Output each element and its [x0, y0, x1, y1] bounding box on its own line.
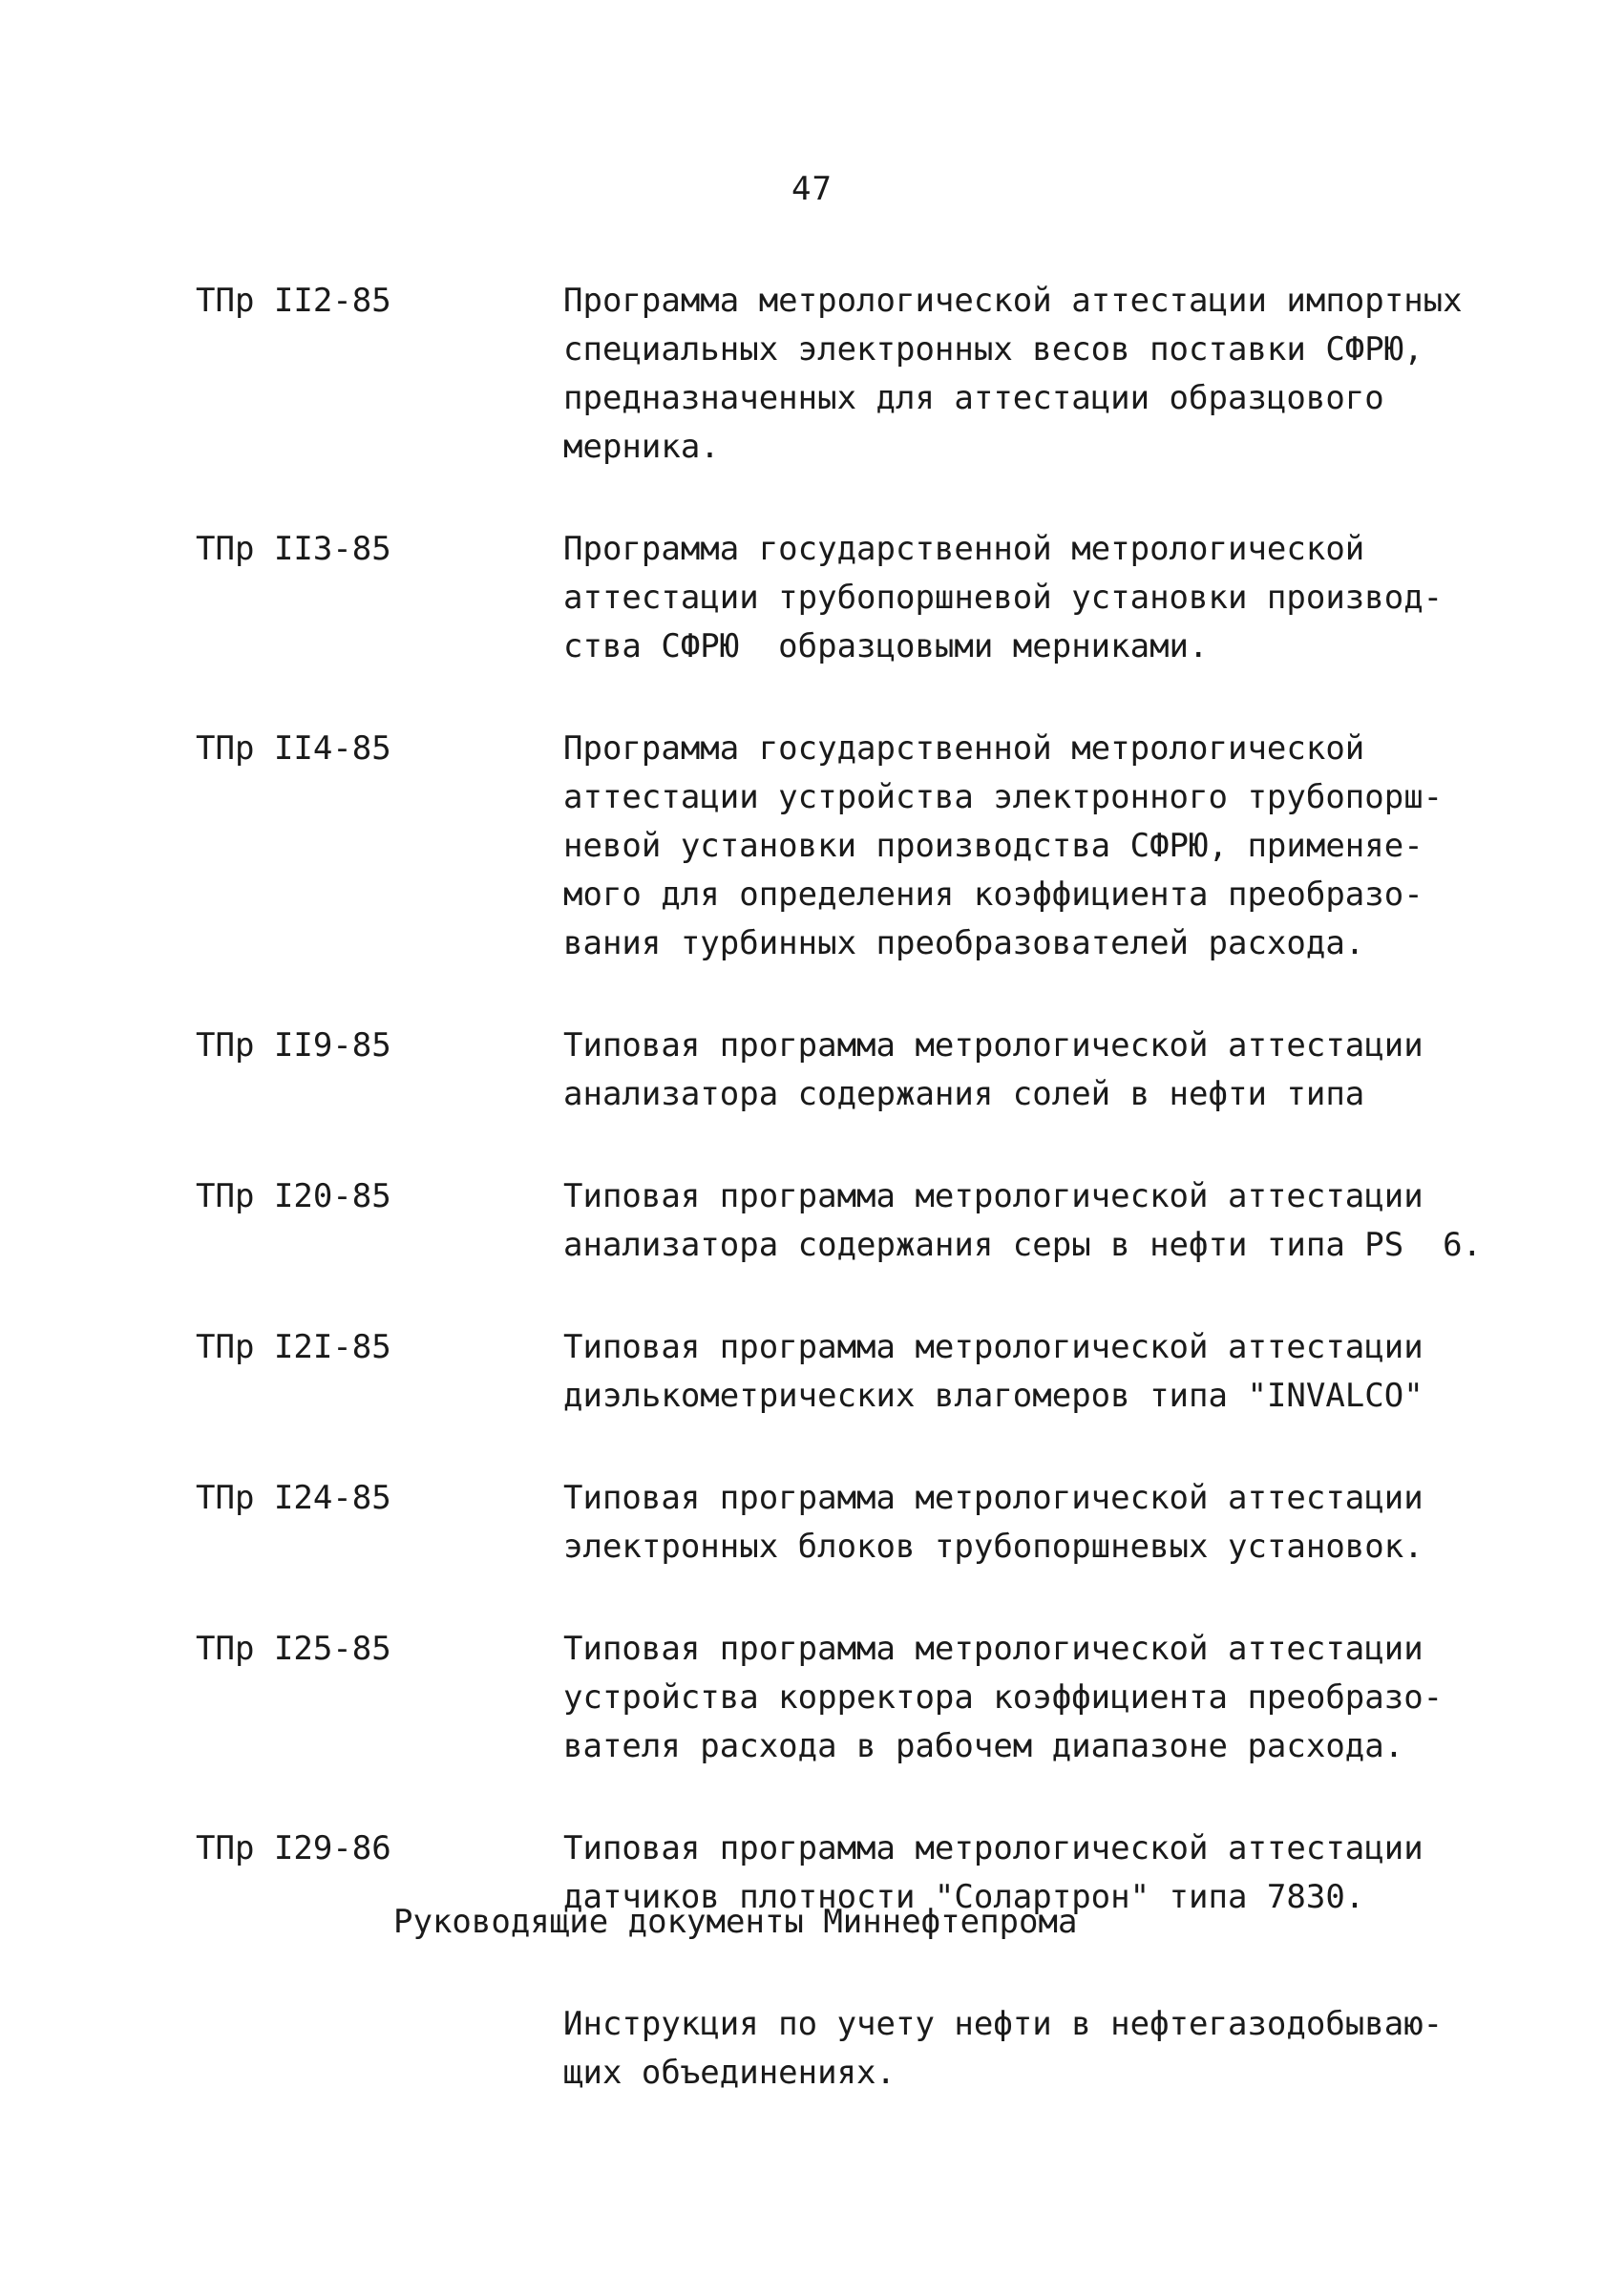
document-title-line: устройства корректора коэффициента преобразо-: [563, 1678, 1444, 1717]
document-title: [563, 725, 1532, 968]
document-title-line: мерника.: [563, 428, 720, 466]
document-entry: [196, 1474, 1532, 1571]
document-title-line: Типовая программа метрологической аттестации: [563, 1177, 1424, 1215]
document-title-line: электронных блоков трубопоршневых установок.: [563, 1528, 1424, 1566]
document-title-line: Типовая программа метрологической аттестации: [563, 1328, 1424, 1366]
page-number: 47: [791, 170, 833, 208]
document-title-line: невой установки производства СФРЮ, применяе-: [563, 827, 1424, 865]
document-title-line: диэлькометрических влагомеров типа "INVALCO": [563, 1377, 1424, 1415]
document-title-line: Типовая программа метрологической аттестации: [563, 1026, 1424, 1065]
document-title: [563, 525, 1532, 671]
document-title-line: Программа государственной метрологической: [563, 729, 1365, 768]
document-title-line: Типовая программа метрологической аттестации: [563, 1479, 1424, 1517]
document-title: [563, 1625, 1532, 1771]
section-heading: Руководящие документы Миннефтепрома: [393, 1903, 1078, 1941]
document-entry: [196, 1022, 1532, 1119]
document-title-line: анализатора содержания солей в нефти типа: [563, 1075, 1365, 1113]
document-title-line: специальных электронных весов поставки СФРЮ,: [563, 330, 1424, 369]
document-code: ТПр I24-85: [196, 1479, 391, 1517]
document-entry: [196, 277, 1532, 472]
document-title-line: вателя расхода в рабочем диапазоне расхода.: [563, 1727, 1404, 1765]
document-entry: [196, 725, 1532, 968]
document-title-line: ства СФРЮ образцовыми мерниками.: [563, 627, 1209, 665]
document-title: [563, 1022, 1532, 1119]
document-title: [563, 1474, 1532, 1571]
section-text-line: Инструкция по учету нефти в нефтегазодобываю-: [563, 2005, 1444, 2043]
document-entry: [196, 1323, 1532, 1421]
document-code: ТПр I20-85: [196, 1177, 391, 1215]
document-code: ТПр I2I-85: [196, 1328, 391, 1366]
document-entry: [196, 1172, 1532, 1270]
document-code: ТПр II4-85: [196, 729, 391, 768]
document-entry: [196, 1625, 1532, 1771]
document-code: ТПр II2-85: [196, 282, 391, 320]
document-title-line: анализатора содержания серы в нефти типа PS 6.: [563, 1226, 1483, 1264]
document-title: [563, 277, 1532, 472]
document-title-line: аттестации устройства электронного трубопорш-: [563, 778, 1444, 816]
document-title-line: предназначенных для аттестации образцового: [563, 379, 1384, 417]
document-entry: [196, 525, 1532, 671]
document-title: [563, 1172, 1532, 1270]
document-code: ТПр II9-85: [196, 1026, 391, 1065]
document-title-line: Программа метрологической аттестации импортных: [563, 282, 1463, 320]
section-text-line: щих объединениях.: [563, 2054, 896, 2092]
document-title-line: Программа государственной метрологической: [563, 530, 1365, 568]
document-title-line: датчиков плотности "Солартрон" типа 7830.: [563, 1878, 1365, 1916]
document-title-line: Типовая программа метрологической аттестации: [563, 1829, 1424, 1867]
document-title-line: Типовая программа метрологической аттестации: [563, 1630, 1424, 1668]
document-title-line: аттестации трубопоршневой установки производ-: [563, 579, 1444, 617]
document-title: [563, 1323, 1532, 1421]
document-list: [196, 277, 1532, 1975]
document-code: ТПр I25-85: [196, 1630, 391, 1668]
document-title-line: вания турбинных преобразователей расхода.: [563, 924, 1365, 962]
section-text: [563, 2000, 1443, 2098]
document-code: ТПр I29-86: [196, 1829, 391, 1867]
document-title-line: мого для определения коэффициента преобразо-: [563, 875, 1424, 914]
document-code: ТПр II3-85: [196, 530, 391, 568]
